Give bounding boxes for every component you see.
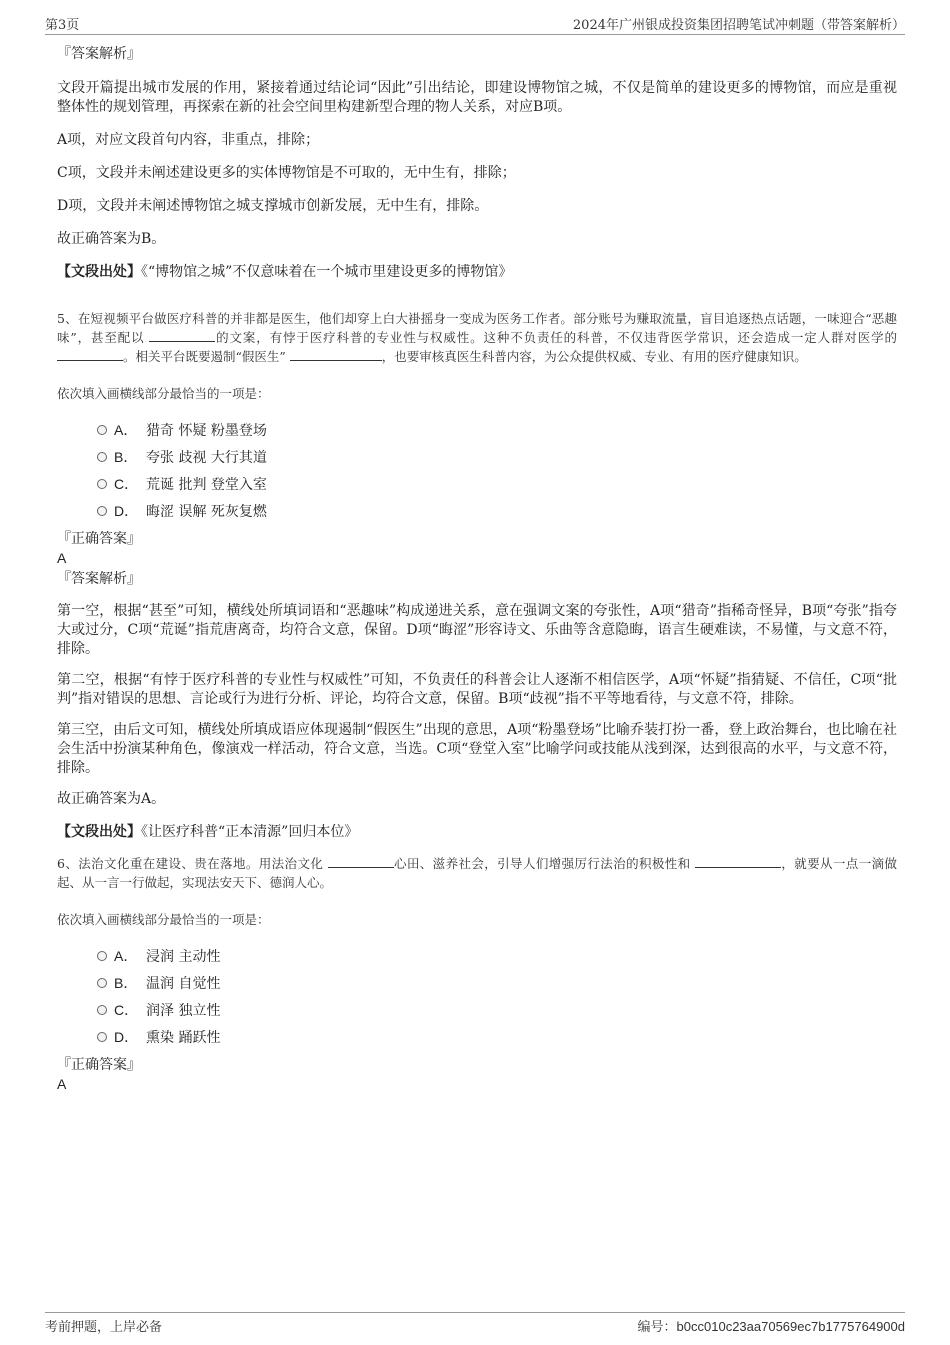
source-line — [57, 262, 897, 282]
page-number: 第3页 — [45, 18, 80, 33]
radio-button-icon[interactable] — [97, 479, 107, 489]
answer-value: A — [57, 550, 67, 566]
question-5-prompt: 依次填入画横线部分最恰当的一项是： — [57, 386, 270, 401]
source-line — [57, 822, 897, 842]
option-a[interactable]: A． 浸润 主动性 — [57, 943, 897, 970]
question-5-stem: 5、在短视频平台做医疗科普的并非都是医生，他们却穿上白大褂摇身一变成为医务工作者。部分账号为赚取流量，盲目追逐热点话题，一味迎合“恶趣味”，甚至配以 的文案，有悖于医疗科普的专业性与权威性。这种不负责任的科普，不仅违背医学常识，还会造成一定人群对医学的 。相关平台既要遏制“假医生” ，也要审核真医生科普内容，为公众提供权威、专业、有用的医疗健康知识。 — [57, 311, 897, 364]
option-c[interactable]: C． 荒诞 批判 登堂入室 — [57, 471, 897, 498]
radio-button-icon[interactable] — [97, 1005, 107, 1015]
question-6-options — [57, 943, 897, 1051]
document-id: 编号：b0cc010c23aa70569ec7b1775764900d — [637, 1319, 905, 1334]
option-b[interactable]: B． 温润 自觉性 — [57, 970, 897, 997]
analysis-paragraph: D项，文段并未阐述博物馆之城支撑城市创新发展，无中生有，排除。 — [57, 198, 489, 214]
question-6-prompt: 依次填入画横线部分最恰当的一项是： — [57, 912, 270, 927]
option-d[interactable]: D． 熏染 踊跃性 — [57, 1024, 897, 1051]
radio-button-icon[interactable] — [97, 1032, 107, 1042]
blank-line — [149, 329, 215, 342]
footer-slogan: 考前押题，上岸必备 — [45, 1320, 163, 1335]
option-d[interactable]: D． 晦涩 误解 死灰复燃 — [57, 498, 897, 525]
analysis-paragraph: 文段开篇提出城市发展的作用，紧接着通过结论词“因此”引出结论，即建设博物馆之城，不仅是简单的建设更多的博物馆，而应是重视整体性的规划管理，再探索在新的社会空间里构建新型合理的物人关系，对应B项。 — [57, 80, 897, 115]
option-a[interactable]: A． 猎奇 怀疑 粉墨登场 — [57, 417, 897, 444]
question-5-options — [57, 417, 897, 525]
radio-button-icon[interactable] — [97, 951, 107, 961]
option-b[interactable]: B． 夸张 歧视 大行其道 — [57, 444, 897, 471]
analysis-label: 『答案解析』 — [57, 46, 141, 62]
answer-value: A — [57, 1076, 67, 1092]
option-c[interactable]: C． 润泽 独立性 — [57, 997, 897, 1024]
analysis-paragraph: A项，对应文段首句内容，非重点，排除； — [57, 132, 320, 148]
page-header — [45, 14, 905, 35]
radio-button-icon[interactable] — [97, 425, 107, 435]
blank-line — [695, 855, 781, 868]
analysis-paragraph: C项，文段并未阐述建设更多的实体博物馆是不可取的，无中生有，排除； — [57, 165, 516, 181]
blank-line — [328, 855, 394, 868]
analysis-paragraph: 第一空，根据“甚至”可知，横线处所填词语和“恶趣味”构成递进关系，意在强调文案的夸张性，A项“猎奇”指稀奇怪异，B项“夸张”指夸大或过分，C项“荒诞”指荒唐离奇，均符合文意，保留。D项“晦涩”形容诗文、乐曲等含意隐晦，语言生硬难读，不易懂，与文意不符，排除。 — [57, 603, 897, 657]
page-footer — [45, 1312, 905, 1337]
radio-button-icon[interactable] — [97, 452, 107, 462]
source-tag: 【文段出处】 — [57, 824, 141, 840]
analysis-paragraph: 第二空，根据“有悖于医疗科普的专业性与权威性”可知，不负责任的科普会让人逐渐不相信医学，A项“怀疑”指猜疑、不信任，C项“批判”指对错误的思想、言论或行为进行分析、评论，均符合文意，保留。B项“歧视”指不平等地看待，与文意不符，排除。 — [57, 672, 897, 707]
analysis-paragraph: 故正确答案为A。 — [57, 791, 166, 807]
source-tag: 【文段出处】 — [57, 264, 141, 280]
analysis-paragraph: 故正确答案为B。 — [57, 231, 166, 247]
radio-button-icon[interactable] — [97, 978, 107, 988]
analysis-paragraph: 第三空，由后文可知，横线处所填成语应体现遏制“假医生”出现的意思，A项“粉墨登场”比喻乔装打扮一番，登上政治舞台，也比喻在社会生活中扮演某种角色，像演戏一样活动，符合文意，当选。C项“登堂入室”比喻学问或技能从浅到深，达到很高的水平，与文意不符，排除。 — [57, 722, 897, 776]
answer-label: 『正确答案』 — [57, 531, 141, 547]
source-title: 《“博物馆之城”不仅意味着在一个城市里建设更多的博物馆》 — [141, 264, 513, 280]
document-title: 2024年广州银成投资集团招聘笔试冲刺题（带答案解析） — [572, 18, 905, 33]
answer-label: 『正确答案』 — [57, 1057, 141, 1073]
blank-line — [57, 348, 123, 361]
question-6-stem: 6、法治文化重在建设、贵在落地。用法治文化 心田、滋养社会，引导人们增强厉行法治的积极性和 ，就要从一点一滴做起、从一言一行做起，实现法安天下、德润人心。 — [57, 856, 897, 890]
document-body — [57, 44, 897, 1093]
source-title: 《让医疗科普“正本清源”回归本位》 — [141, 824, 359, 840]
radio-button-icon[interactable] — [97, 506, 107, 516]
blank-line — [290, 348, 382, 361]
analysis-label: 『答案解析』 — [57, 571, 141, 587]
